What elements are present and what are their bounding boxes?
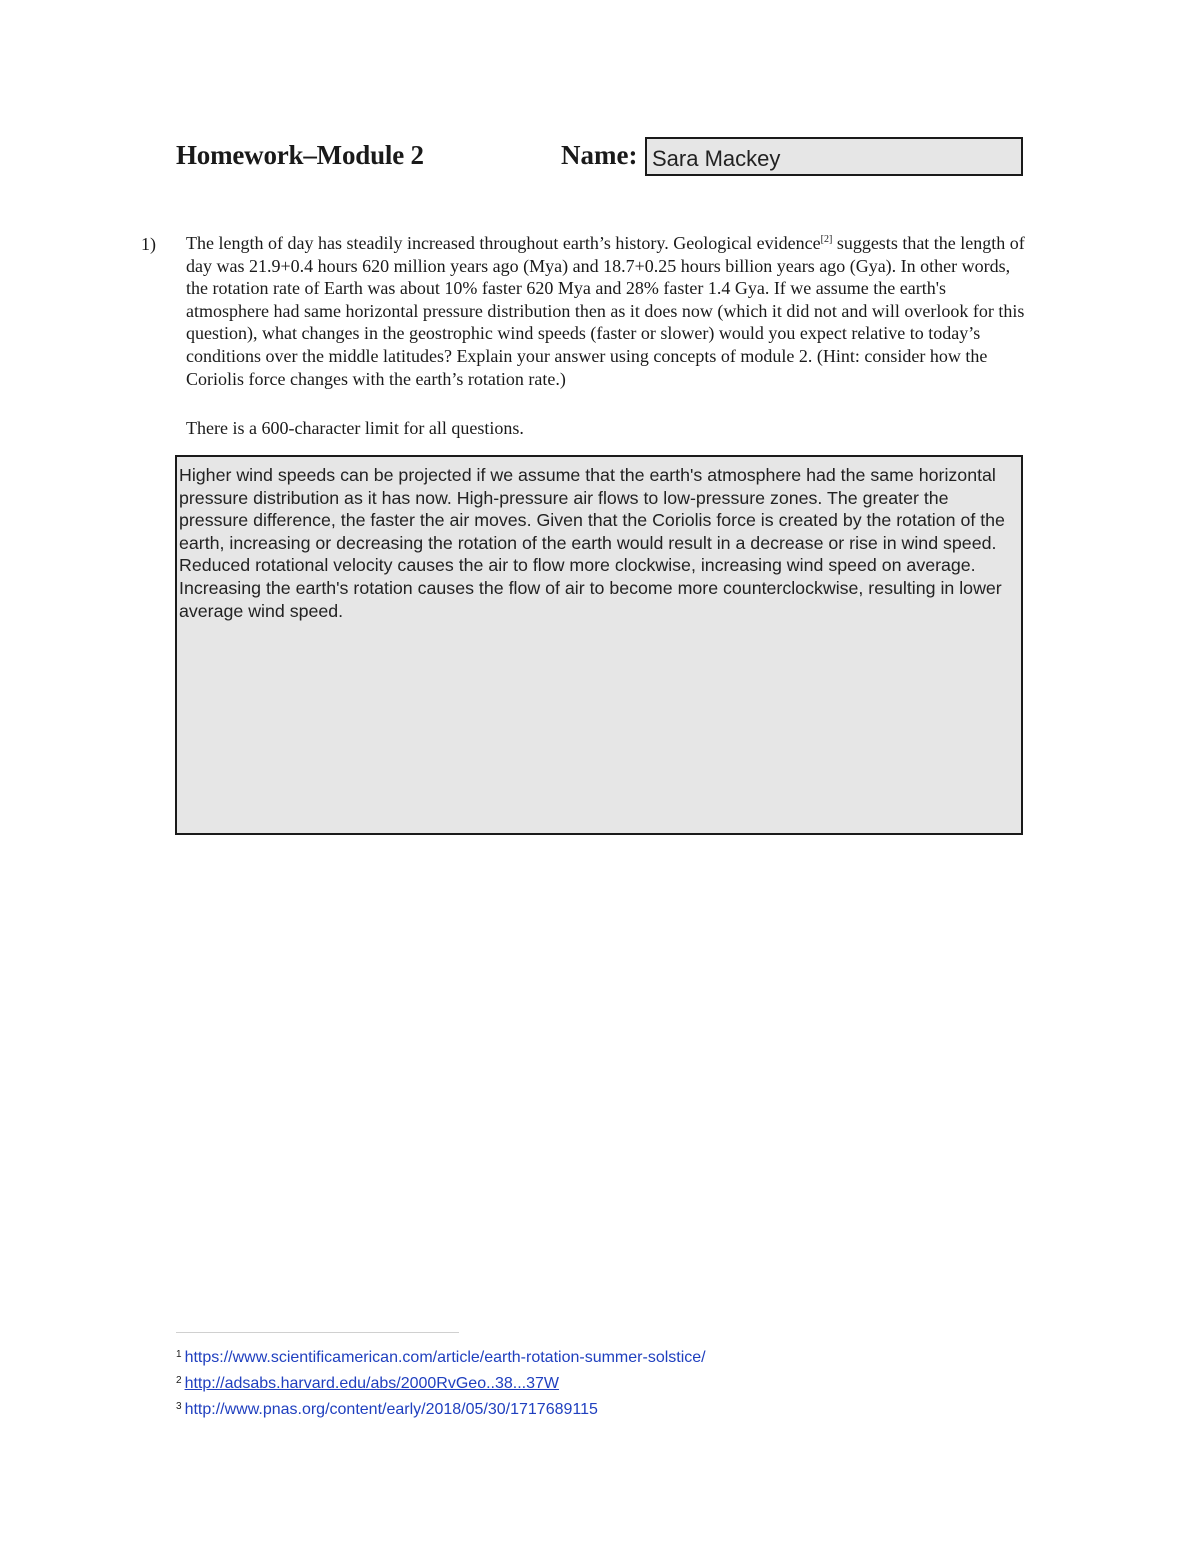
footnotes — [176, 1343, 706, 1421]
footnote-link-1[interactable]: https://www.scientificamerican.com/article/earth-rotation-summer-solstice/ — [184, 1349, 706, 1366]
page-title: Homework–Module 2 — [176, 140, 424, 170]
name-field[interactable]: Sara Mackey — [645, 137, 1023, 176]
question-number: 1) — [141, 234, 156, 254]
footnote-number: 1 — [176, 1349, 182, 1360]
footnote-link-2[interactable]: http://adsabs.harvard.edu/abs/2000RvGeo..38...37W — [184, 1375, 560, 1392]
footnote-number: 2 — [176, 1375, 182, 1386]
reference-marks: [2] — [820, 234, 833, 245]
character-limit-note: There is a 600-character limit for all questions. — [186, 418, 524, 438]
footnote-3 — [176, 1395, 706, 1421]
footnote-divider — [176, 1332, 459, 1333]
footnote-2 — [176, 1369, 706, 1395]
footnote-1 — [176, 1343, 706, 1369]
answer-field[interactable]: Higher wind speeds can be projected if we assume that the earth's atmosphere had the same horizontal pressure distribution as it has now. High-pressure air flows to low-pressure zones. The greater the pressure difference, the faster the air moves. Given that the Coriolis force is created by the rotation of the earth, increasing or decreasing the rotation of the earth would result in a decrease or rise in wind speed. Reduced rotational velocity causes the air to flow more clockwise, increasing wind speed on average. Increasing the earth's rotation causes the flow of air to become more counterclockwise, resulting in lower average wind speed. — [175, 455, 1023, 835]
footnote-number: 3 — [176, 1401, 182, 1412]
question-text — [186, 232, 1031, 390]
question-text-part-2: suggests that the length of day was 21.9+0.4 hours 620 million years ago (Mya) and 18.7+0.25 hours billion years ago (Gya). In other words, the rotation rate of Earth was about 10% faster 620 Mya and 28% faster 1.4 Gya. If we assume the earth's atmosphere had same horizontal pressure distribution then as it does now (which it did not and will overlook for this question), what changes in the geostrophic wind speeds (faster or slower) would you expect relative to today’s conditions over the middle latitudes? Explain your answer using concepts of module 2. (Hint: consider how the Coriolis force changes with the earth’s rotation rate.) — [186, 233, 1025, 389]
question-text-part-1: The length of day has steadily increased throughout earth’s history. Geological evidence — [186, 233, 821, 253]
name-label: Name: — [561, 140, 638, 170]
footnote-link-3[interactable]: http://www.pnas.org/content/early/2018/05/30/1717689115 — [184, 1401, 598, 1418]
